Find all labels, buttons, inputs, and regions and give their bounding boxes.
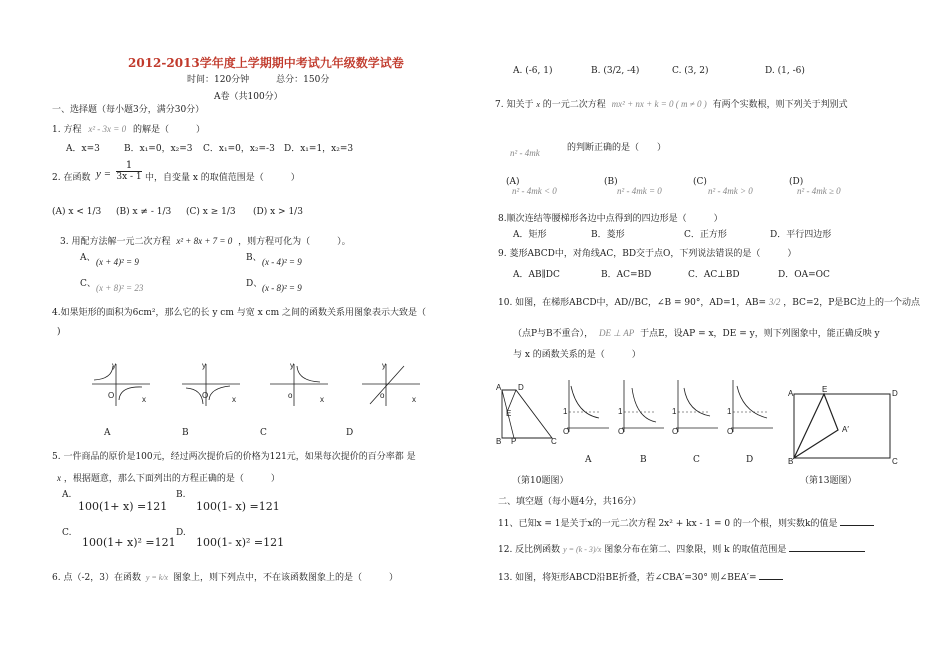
q5-option-b-label: B. bbox=[176, 490, 186, 500]
q3-option-c: (x + 8)² = 23 bbox=[96, 283, 144, 293]
q12-answer-blank[interactable] bbox=[789, 551, 865, 552]
q4-c-y-label: y bbox=[290, 361, 294, 370]
q1-stem bbox=[52, 122, 205, 135]
q5-option-a: 100(1+ x) =121 bbox=[78, 500, 168, 513]
q12-text-2: 图象分布在第二、四象限，则 k 的取值范围是 bbox=[604, 545, 787, 555]
q4-a-y-label: y bbox=[112, 361, 116, 370]
q4-a-x-label: x bbox=[142, 395, 146, 404]
q13-fig-a: A bbox=[788, 389, 794, 398]
q10-fig-a: A bbox=[496, 383, 502, 392]
q9-option-d: D．OA=OC bbox=[778, 270, 830, 280]
q8-stem: 8.顺次连结等腰梯形各边中点得到的四边形是（ ） bbox=[498, 214, 723, 224]
q4-b-y-label: y bbox=[202, 361, 206, 370]
q6-stem bbox=[52, 570, 398, 583]
q10-text-1: 10. 如图，在梯形ABCD中，AD//BC，∠B = 90°，AD=1，AB= bbox=[498, 298, 767, 308]
svg-text:O: O bbox=[618, 427, 625, 436]
q5-option-c-label: C. bbox=[62, 528, 72, 538]
svg-text:1: 1 bbox=[618, 407, 623, 416]
svg-text:O: O bbox=[563, 427, 570, 436]
q4-label-d: D bbox=[346, 428, 354, 438]
q10-text-4: 于点E，设AP = x，DE = y，则下列图象中，能正确反映 y bbox=[640, 329, 880, 339]
q1-stem-text: 1. 方程 bbox=[52, 125, 82, 135]
exam-subtitle: 时间：120分钟 总分：150分 bbox=[187, 75, 330, 85]
q2-tail: 中，自变量 x 的取值范围是（ ） bbox=[145, 173, 300, 183]
q12-function: y = (k - 3)/x bbox=[563, 545, 602, 554]
q3-option-c-label: C、 bbox=[80, 279, 96, 289]
q10-fig-d: D bbox=[518, 383, 524, 392]
q8-option-d: D．平行四边形 bbox=[770, 230, 832, 240]
q2-option-a: (A) x < 1/3 bbox=[52, 207, 102, 217]
q4-d-x-label: x bbox=[412, 395, 416, 404]
q5-line2 bbox=[57, 471, 280, 484]
q10-graph-label-d: D bbox=[746, 455, 754, 465]
q4-a-origin: O bbox=[108, 391, 115, 400]
svg-text:1: 1 bbox=[672, 407, 677, 416]
q7-text-3: 有两个实数根，则下列关于判别式 bbox=[712, 100, 848, 110]
q10-figure-caption: （第10题图） bbox=[512, 476, 569, 486]
q3-option-b-label: B、 bbox=[246, 253, 262, 263]
q2-stem: 2. 在函数 bbox=[52, 173, 91, 183]
q12 bbox=[498, 542, 865, 555]
q4-line1: 4.如果矩形的面积为6cm²，那么它的长 y cm 与宽 x cm 之间的函数关系用图象表示大致是（ bbox=[52, 308, 426, 318]
q11 bbox=[498, 516, 874, 529]
q7-option-b: n² - 4mk = 0 bbox=[617, 186, 662, 196]
q3-option-b: (x - 4)² = 9 bbox=[262, 257, 302, 267]
q10-trapezoid-figure bbox=[494, 382, 556, 444]
q10-graph-label-a: A bbox=[585, 455, 592, 465]
q1-option-d: D．x₁=1，x₂=3 bbox=[284, 144, 354, 154]
svg-text:1: 1 bbox=[727, 407, 732, 416]
q10-line3: 与 x 的函数关系的是（ ） bbox=[513, 350, 641, 360]
q1-option-b: B．x₁=0，x₂=3 bbox=[124, 144, 193, 154]
q4-c-x-label: x bbox=[320, 395, 324, 404]
q10-line2 bbox=[513, 326, 880, 339]
q13-fig-ap: A′ bbox=[842, 425, 849, 434]
q4-line2: ) bbox=[57, 327, 61, 337]
q7-option-b-label: (B) bbox=[604, 177, 618, 187]
q3-equation: x² + 8x + 7 = 0 bbox=[176, 236, 233, 246]
q6-stem-text: 6. 点（-2，3）在函数 bbox=[52, 573, 141, 583]
q13 bbox=[498, 570, 783, 583]
q13-fig-d: D bbox=[892, 389, 898, 398]
q1-option-a: A．x=3 bbox=[66, 144, 100, 154]
exam-title: 2012-2013学年度上学期期中考试九年级数学试卷 bbox=[128, 56, 404, 70]
q4-label-a: A bbox=[104, 428, 111, 438]
q4-graph-d bbox=[362, 362, 422, 407]
q1-equation: x² - 3x = 0 bbox=[88, 124, 127, 134]
q7-text-1: 7. 知关于 bbox=[495, 100, 534, 110]
q7-line2: 的判断正确的是（ ） bbox=[567, 143, 667, 153]
q5-option-a-label: A. bbox=[62, 490, 72, 500]
q5-line1: 5. 一件商品的原价是100元，经过两次提价后的价格为121元，如果每次提价的百分率都 是 bbox=[52, 452, 416, 462]
q2-numerator: 1 bbox=[125, 160, 133, 171]
svg-text:O: O bbox=[727, 427, 734, 436]
q13-figure-caption: （第13题图） bbox=[800, 476, 857, 486]
q3-stem-text: 3. 用配方法解一元二次方程 bbox=[60, 237, 171, 247]
svg-text:O: O bbox=[672, 427, 679, 436]
q13-fig-e: E bbox=[822, 385, 828, 394]
q6-option-a: A. (-6, 1) bbox=[513, 66, 553, 76]
q7-x: x bbox=[536, 100, 540, 109]
q10-fig-c: C bbox=[551, 437, 557, 446]
q6-function: y = k/x bbox=[145, 573, 169, 582]
q10-graph-b bbox=[616, 378, 666, 438]
q10-perp: DE ⊥ AP bbox=[599, 328, 635, 338]
q3-stem bbox=[60, 234, 351, 247]
q2-fraction bbox=[116, 160, 142, 182]
q6-option-c: C. (3, 2) bbox=[672, 66, 709, 76]
q6-option-d: D. (1, -6) bbox=[765, 66, 805, 76]
q5-option-d: 100(1- x)² =121 bbox=[196, 536, 285, 549]
q9-option-c: C．AC⊥BD bbox=[688, 270, 740, 280]
q9-stem: 9. 菱形ABCD中，对角线AC，BD交于点O，下列说法错误的是（ ） bbox=[498, 249, 797, 259]
q11-text: 11、已知x = 1是关于x的一元二次方程 2x² + kx - 1 = 0 的一个根，则实数k的值是 bbox=[498, 519, 838, 529]
q8-option-b: B．菱形 bbox=[591, 230, 625, 240]
q10-fig-p: P bbox=[511, 437, 517, 446]
q7-text-2: 的一元二次方程 bbox=[542, 100, 606, 110]
q2-option-d: (D) x > 1/3 bbox=[253, 207, 303, 217]
q3-option-a-label: A、 bbox=[80, 253, 96, 263]
q10-text-3: （点P与B不重合）， bbox=[513, 329, 594, 339]
q6-tail: 图象上，则下列点中，不在该函数图象上的是（ ） bbox=[172, 573, 398, 583]
q4-graph-b bbox=[182, 362, 242, 407]
q7-discriminant: n² - 4mk bbox=[510, 148, 540, 158]
q9-option-b: B．AC=BD bbox=[601, 270, 652, 280]
part1-heading: 一、选择题（每小题3分，满分30分） bbox=[52, 105, 205, 115]
q10-graph-c bbox=[670, 378, 720, 438]
q13-figure bbox=[788, 385, 898, 466]
q3-option-a: (x + 4)² = 9 bbox=[96, 257, 139, 267]
q12-text-1: 12. 反比例函数 bbox=[498, 545, 561, 555]
q8-option-a: A．矩形 bbox=[513, 230, 547, 240]
q3-tail: ，则方程可化为（ ）。 bbox=[238, 237, 351, 247]
q3-option-d: (x - 8)² = 9 bbox=[262, 283, 302, 293]
q6-option-b: B. (3/2, -4) bbox=[591, 66, 640, 76]
q10-fig-e: E bbox=[506, 409, 512, 418]
part2-heading: 二、填空题（每小题4分，共16分） bbox=[498, 497, 642, 507]
q4-label-b: B bbox=[182, 428, 189, 438]
q5-option-c: 100(1+ x)² =121 bbox=[82, 536, 176, 549]
q10-text-2: ，BC=2，P是BC边上的一个动点 bbox=[783, 298, 920, 308]
q7-option-a-label: (A) bbox=[506, 177, 520, 187]
q10-graph-a bbox=[561, 378, 611, 438]
q9-option-a: A．AB∥DC bbox=[513, 270, 560, 280]
q2-option-b: (B) x ≠ - 1/3 bbox=[116, 207, 172, 217]
q4-d-origin: o bbox=[380, 391, 385, 400]
svg-text:1: 1 bbox=[563, 407, 568, 416]
q7-option-d: n² - 4mk ≥ 0 bbox=[797, 186, 841, 196]
q1-tail: 的解是（ ） bbox=[132, 125, 205, 135]
section-a-title: A卷（共100分） bbox=[214, 92, 283, 102]
q13-fig-b: B bbox=[788, 457, 794, 466]
q1-option-c: C．x₁=0，x₂=-3 bbox=[203, 144, 275, 154]
q10-graph-d bbox=[725, 378, 775, 438]
q11-answer-blank[interactable] bbox=[840, 525, 874, 526]
q7-option-c-label: (C) bbox=[693, 177, 707, 187]
q10-line1 bbox=[498, 295, 920, 308]
q7-option-a: n² - 4mk < 0 bbox=[512, 186, 557, 196]
q4-label-c: C bbox=[260, 428, 267, 438]
q13-text: 13. 如图，将矩形ABCD沿BE折叠，若∠CBA′=30° 则∠BEA′= bbox=[498, 573, 757, 583]
q4-b-origin: O bbox=[202, 391, 209, 400]
q2-option-c: (C) x ≥ 1/3 bbox=[186, 207, 236, 217]
q10-fraction: 3/2 bbox=[768, 297, 781, 307]
q13-fig-c: C bbox=[892, 457, 898, 466]
q10-graph-label-c: C bbox=[693, 455, 700, 465]
q2-denominator: 3x - 1 bbox=[116, 172, 142, 182]
q7-option-d-label: (D) bbox=[789, 177, 804, 187]
q8-option-c: C．正方形 bbox=[684, 230, 727, 240]
q2-y: y = bbox=[96, 168, 112, 180]
q5-line2-text: ，根据题意，那么下面列出的方程正确的是（ ） bbox=[63, 474, 280, 484]
q10-graph-label-b: B bbox=[640, 455, 647, 465]
q3-option-d-label: D、 bbox=[246, 279, 263, 289]
q7-line1 bbox=[495, 97, 848, 110]
q7-equation: mx² + nx + k = 0 ( m ≠ 0 ) bbox=[611, 99, 707, 109]
q4-c-origin: o bbox=[288, 391, 293, 400]
q4-b-x-label: x bbox=[232, 395, 236, 404]
q4-graph-c bbox=[270, 362, 330, 407]
q4-graph-a bbox=[92, 362, 152, 407]
q7-option-c: n² - 4mk > 0 bbox=[708, 186, 753, 196]
q5-option-d-label: D. bbox=[176, 528, 186, 538]
q5-x: x bbox=[57, 473, 61, 483]
q13-answer-blank[interactable] bbox=[759, 579, 783, 580]
q4-d-y-label: y bbox=[382, 361, 386, 370]
q10-fig-b: B bbox=[496, 437, 502, 446]
q5-option-b: 100(1- x) =121 bbox=[196, 500, 280, 513]
